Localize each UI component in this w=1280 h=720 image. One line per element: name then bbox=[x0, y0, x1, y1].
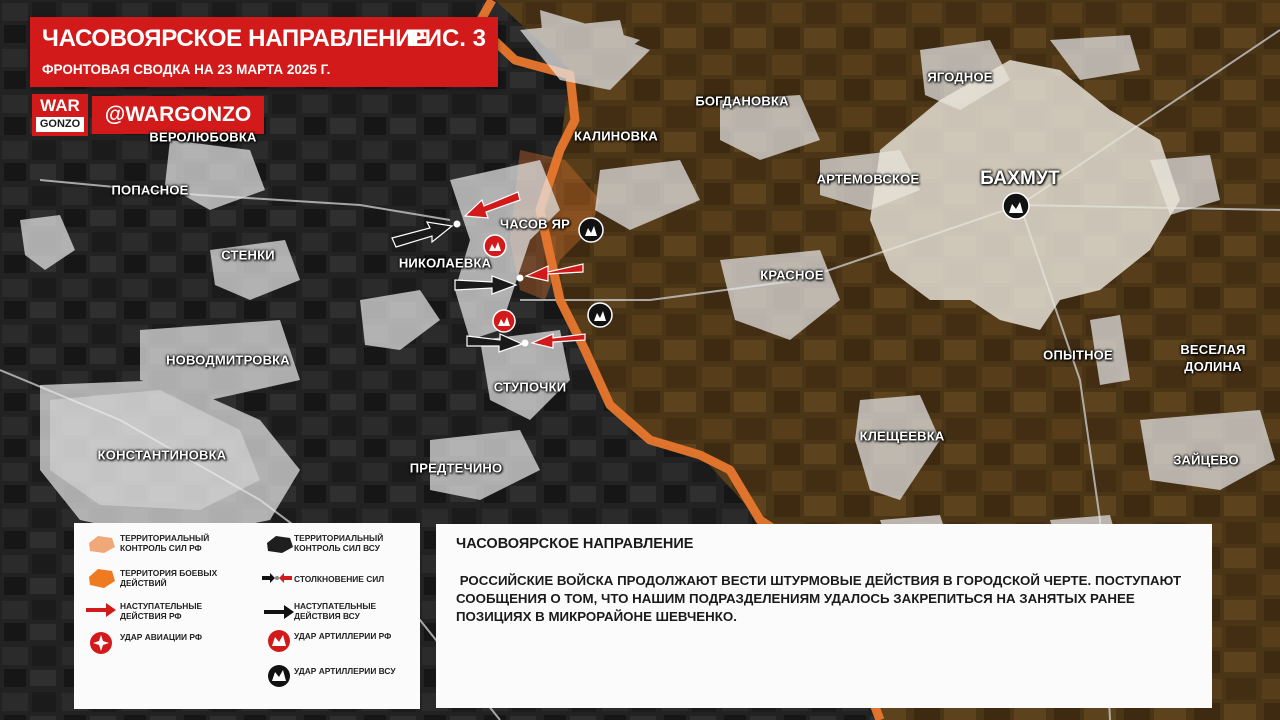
town-label-popasnoe: ПОПАСНОЕ bbox=[111, 182, 189, 198]
legend-clash: СТОЛКНОВЕНИЕ СИЛ bbox=[294, 574, 385, 584]
town-label-predtechino: ПРЕДТЕЧИНО bbox=[409, 460, 503, 476]
legend-ua-control: ТЕРРИТОРИАЛЬНЫЙ КОНТРОЛЬ СИЛ ВСУ bbox=[294, 533, 384, 553]
map-subtitle: ФРОНТОВАЯ СВОДКА НА 23 МАРТА 2025 Г. bbox=[42, 62, 331, 77]
summary-panel bbox=[436, 524, 1212, 708]
ua-control-icon bbox=[262, 533, 296, 555]
logo-bottom-text: GONZO bbox=[36, 117, 84, 132]
town-label-bakhmut: БАХМУТ bbox=[980, 168, 1060, 189]
town-label-krasnoe: КРАСНОЕ bbox=[760, 267, 824, 283]
map-title: ЧАСОВОЯРСКОЕ НАПРАВЛЕНИЕ bbox=[42, 25, 428, 52]
figure-number: РИС. 3 bbox=[408, 25, 486, 52]
legend-ua-artillery: УДАР АРТИЛЛЕРИИ ВСУ bbox=[294, 666, 396, 676]
town-label-opytnoe: ОПЫТНОЕ bbox=[1043, 347, 1113, 363]
town-label-chasov-yar: ЧАСОВ ЯР bbox=[500, 216, 570, 232]
clash-icon bbox=[260, 571, 294, 585]
town-label-nikolaevka: НИКОЛАЕВКА bbox=[398, 255, 492, 271]
town-label-veselaya-dolina: ВЕСЕЛАЯ ДОЛИНА bbox=[1180, 342, 1246, 374]
town-label-bogdanovka: БОГДАНОВКА bbox=[695, 93, 789, 109]
ua-artillery-icon bbox=[266, 663, 292, 689]
legend-ru-artillery: УДАР АРТИЛЛЕРИИ РФ bbox=[294, 631, 392, 641]
town-label-verolyubovka: ВЕРОЛЮБОВКА bbox=[149, 129, 257, 145]
town-label-yagodnoe: ЯГОДНОЕ bbox=[927, 69, 993, 85]
legend-ru-aviation: УДАР АВИАЦИИ РФ bbox=[120, 632, 202, 642]
summary-heading: ЧАСОВОЯРСКОЕ НАПРАВЛЕНИЕ bbox=[456, 536, 694, 552]
town-label-novodmitrovka: НОВОДМИТРОВКА bbox=[166, 352, 290, 368]
town-label-zaitsevo: ЗАЙЦЕВО bbox=[1173, 452, 1239, 468]
map-legend bbox=[74, 523, 420, 709]
wargonzo-logo bbox=[32, 94, 88, 136]
map-header bbox=[30, 17, 498, 87]
summary-body: РОССИЙСКИЕ ВОЙСКА ПРОДОЛЖАЮТ ВЕСТИ ШТУРМОВЫЕ ДЕЙСТВИЯ В ГОРОДСКОЙ ЧЕРТЕ. ПОСТУПАЮТ СООБЩЕНИЯ О ТОМ, ЧТО НАШИМ ПОДРАЗДЕЛЕНИЯМ УДАЛОСЬ ЗАКРЕПИТЬСЯ НА ЗАНЯТЫХ РАНЕЕ ПОЗИЦИЯХ В МИКРОРАЙОНЕ ШЕВЧЕНКО. bbox=[456, 573, 1185, 624]
legend-ru-control: ТЕРРИТОРИАЛЬНЫЙ КОНТРОЛЬ СИЛ РФ bbox=[120, 533, 210, 553]
ru-aviation-icon bbox=[88, 630, 114, 656]
town-label-kalinovka: КАЛИНОВКА bbox=[574, 128, 658, 144]
combat-zone-icon bbox=[84, 567, 118, 589]
legend-ua-offensive: НАСТУПАТЕЛЬНЫЕ ДЕЙСТВИЯ ВСУ bbox=[294, 601, 377, 621]
ru-artillery-icon bbox=[266, 628, 292, 654]
ru-offensive-arrow-icon bbox=[84, 601, 118, 619]
ua-offensive-arrow-icon bbox=[262, 603, 296, 621]
town-label-konstantinovka: КОНСТАНТИНОВКА bbox=[97, 447, 227, 463]
ru-control-icon bbox=[84, 533, 118, 555]
logo-top-text: WAR bbox=[40, 96, 80, 115]
channel-handle: @WARGONZO bbox=[92, 96, 264, 134]
town-label-stenki: СТЕНКИ bbox=[221, 247, 275, 263]
town-label-kleshcheevka: КЛЕЩЕЕВКА bbox=[859, 428, 945, 444]
legend-combat-zone: ТЕРРИТОРИЯ БОЕВЫХ ДЕЙСТВИЙ bbox=[120, 568, 218, 588]
town-label-artemovskoe: АРТЕМОВСКОЕ bbox=[816, 171, 920, 187]
legend-ru-offensive: НАСТУПАТЕЛЬНЫЕ ДЕЙСТВИЯ РФ bbox=[120, 601, 203, 621]
town-label-stupochki: СТУПОЧКИ bbox=[493, 379, 567, 395]
